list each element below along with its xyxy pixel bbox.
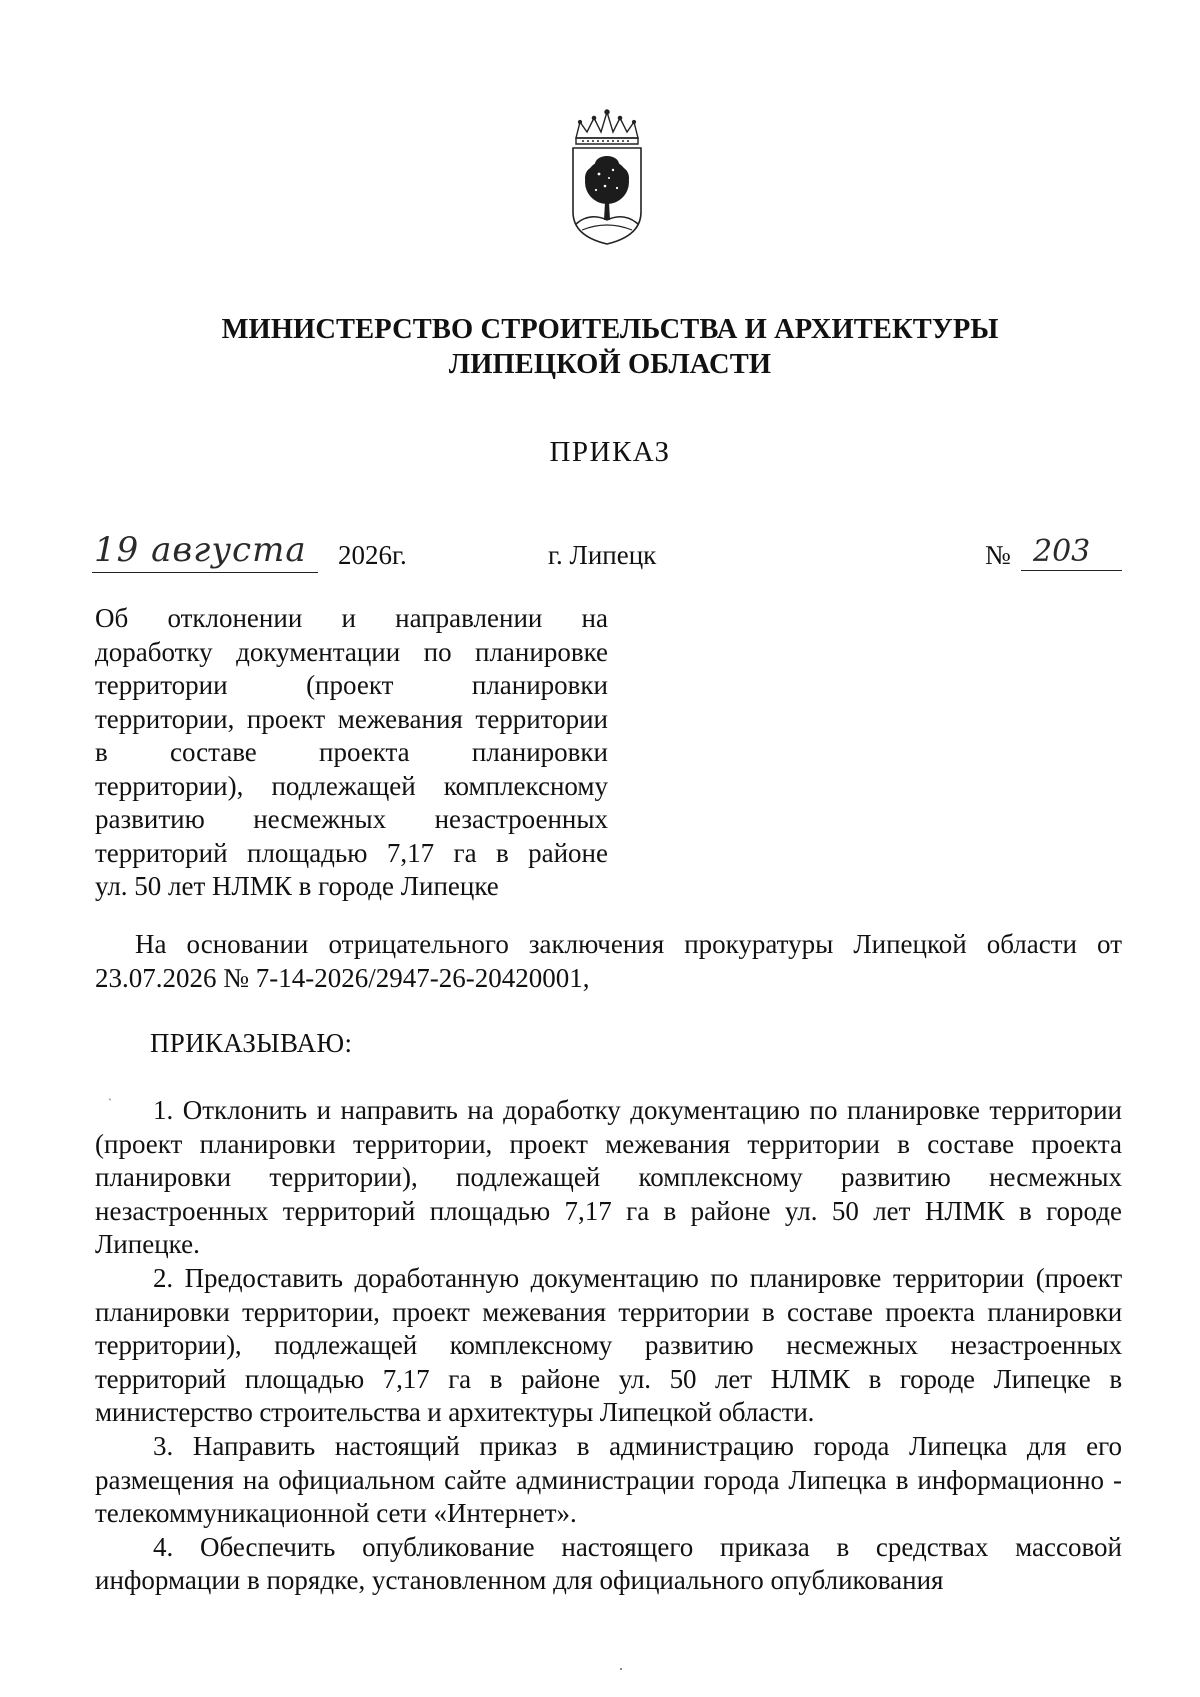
document-type: ПРИКАЗ	[549, 436, 671, 468]
subject-line: в составе проекта планировки	[95, 737, 608, 767]
order-item: 4. Обеспечить опубликование настоящего приказа в средствах массовой информации в порядке, установленном для официального опубликования	[95, 1531, 1122, 1596]
document-year: 2026г.	[338, 540, 407, 570]
organization-line-2: ЛИПЕЦКОЙ ОБЛАСТИ	[448, 349, 772, 380]
subject-line: доработку документации по планировке	[95, 636, 608, 667]
order-item: 3. Направить настоящий приказ в администрацию города Липецка для его размещения на официальном сайте администрации города Липецка в информационно - телекоммуникационной сети «Интернет».	[95, 1430, 1122, 1529]
number-handwritten: 203	[1033, 534, 1091, 569]
subject-line: территории (проект планировки	[95, 670, 608, 700]
subject-line: развитию несмежных незастроенных	[95, 804, 608, 834]
organization-title	[0, 312, 1200, 382]
subject-line: ул. 50 лет НЛМК в городе Липецке	[95, 871, 499, 901]
subject-line: территории), подлежащей комплексному	[95, 770, 608, 801]
subject-line: территории, проект межевания территории	[95, 703, 608, 734]
order-items	[95, 1094, 1122, 1598]
order-subject	[95, 602, 608, 904]
scan-mark: ˋ	[108, 1096, 112, 1110]
order-verb: ПРИКАЗЫВАЮ:	[150, 1028, 353, 1058]
number-label: №	[985, 540, 1011, 570]
date-handwritten-field	[92, 532, 318, 573]
order-item: 2. Предоставить доработанную документацию по планировке территории (проект планировки территории, проект межевания территории в составе проекта планировки территории), подлежащей комплексному развитию несмежных незастроенных территорий площадью 7,17 га в районе ул. 50 лет НЛМК в городе Липецке в министерство строительства и архитектуры Липецкой области.	[95, 1262, 1122, 1428]
subject-line: территорий площадью 7,17 га в районе	[95, 837, 608, 868]
order-item: 1. Отклонить и направить на доработку документацию по планировке территории (проект планировки территории, проект межевания территории в составе проекта планировки территории), подлежащей комплексному развитию несмежных незастроенных территорий площадью 7,17 га в районе ул. 50 лет НЛМК в городе Липецке.	[95, 1095, 1122, 1260]
organization-line-1: МИНИСТЕРСТВО СТРОИТЕЛЬСТВА И АРХИТЕКТУРЫ	[221, 314, 999, 345]
order-basis	[95, 928, 1122, 995]
scan-speck	[620, 1668, 622, 1670]
document-city: г. Липецк	[548, 540, 657, 570]
date-handwritten: 19 августа	[94, 530, 307, 570]
number-handwritten-field	[1021, 534, 1122, 571]
coat-of-arms-icon	[568, 108, 646, 246]
subject-line: Об отклонении и направлении на	[95, 603, 608, 633]
basis-paragraph: На основании отрицательного заключения прокуратуры Липецкой области от 23.07.2026 № 7-14-2026/2947-26-20420001,	[95, 929, 1122, 993]
